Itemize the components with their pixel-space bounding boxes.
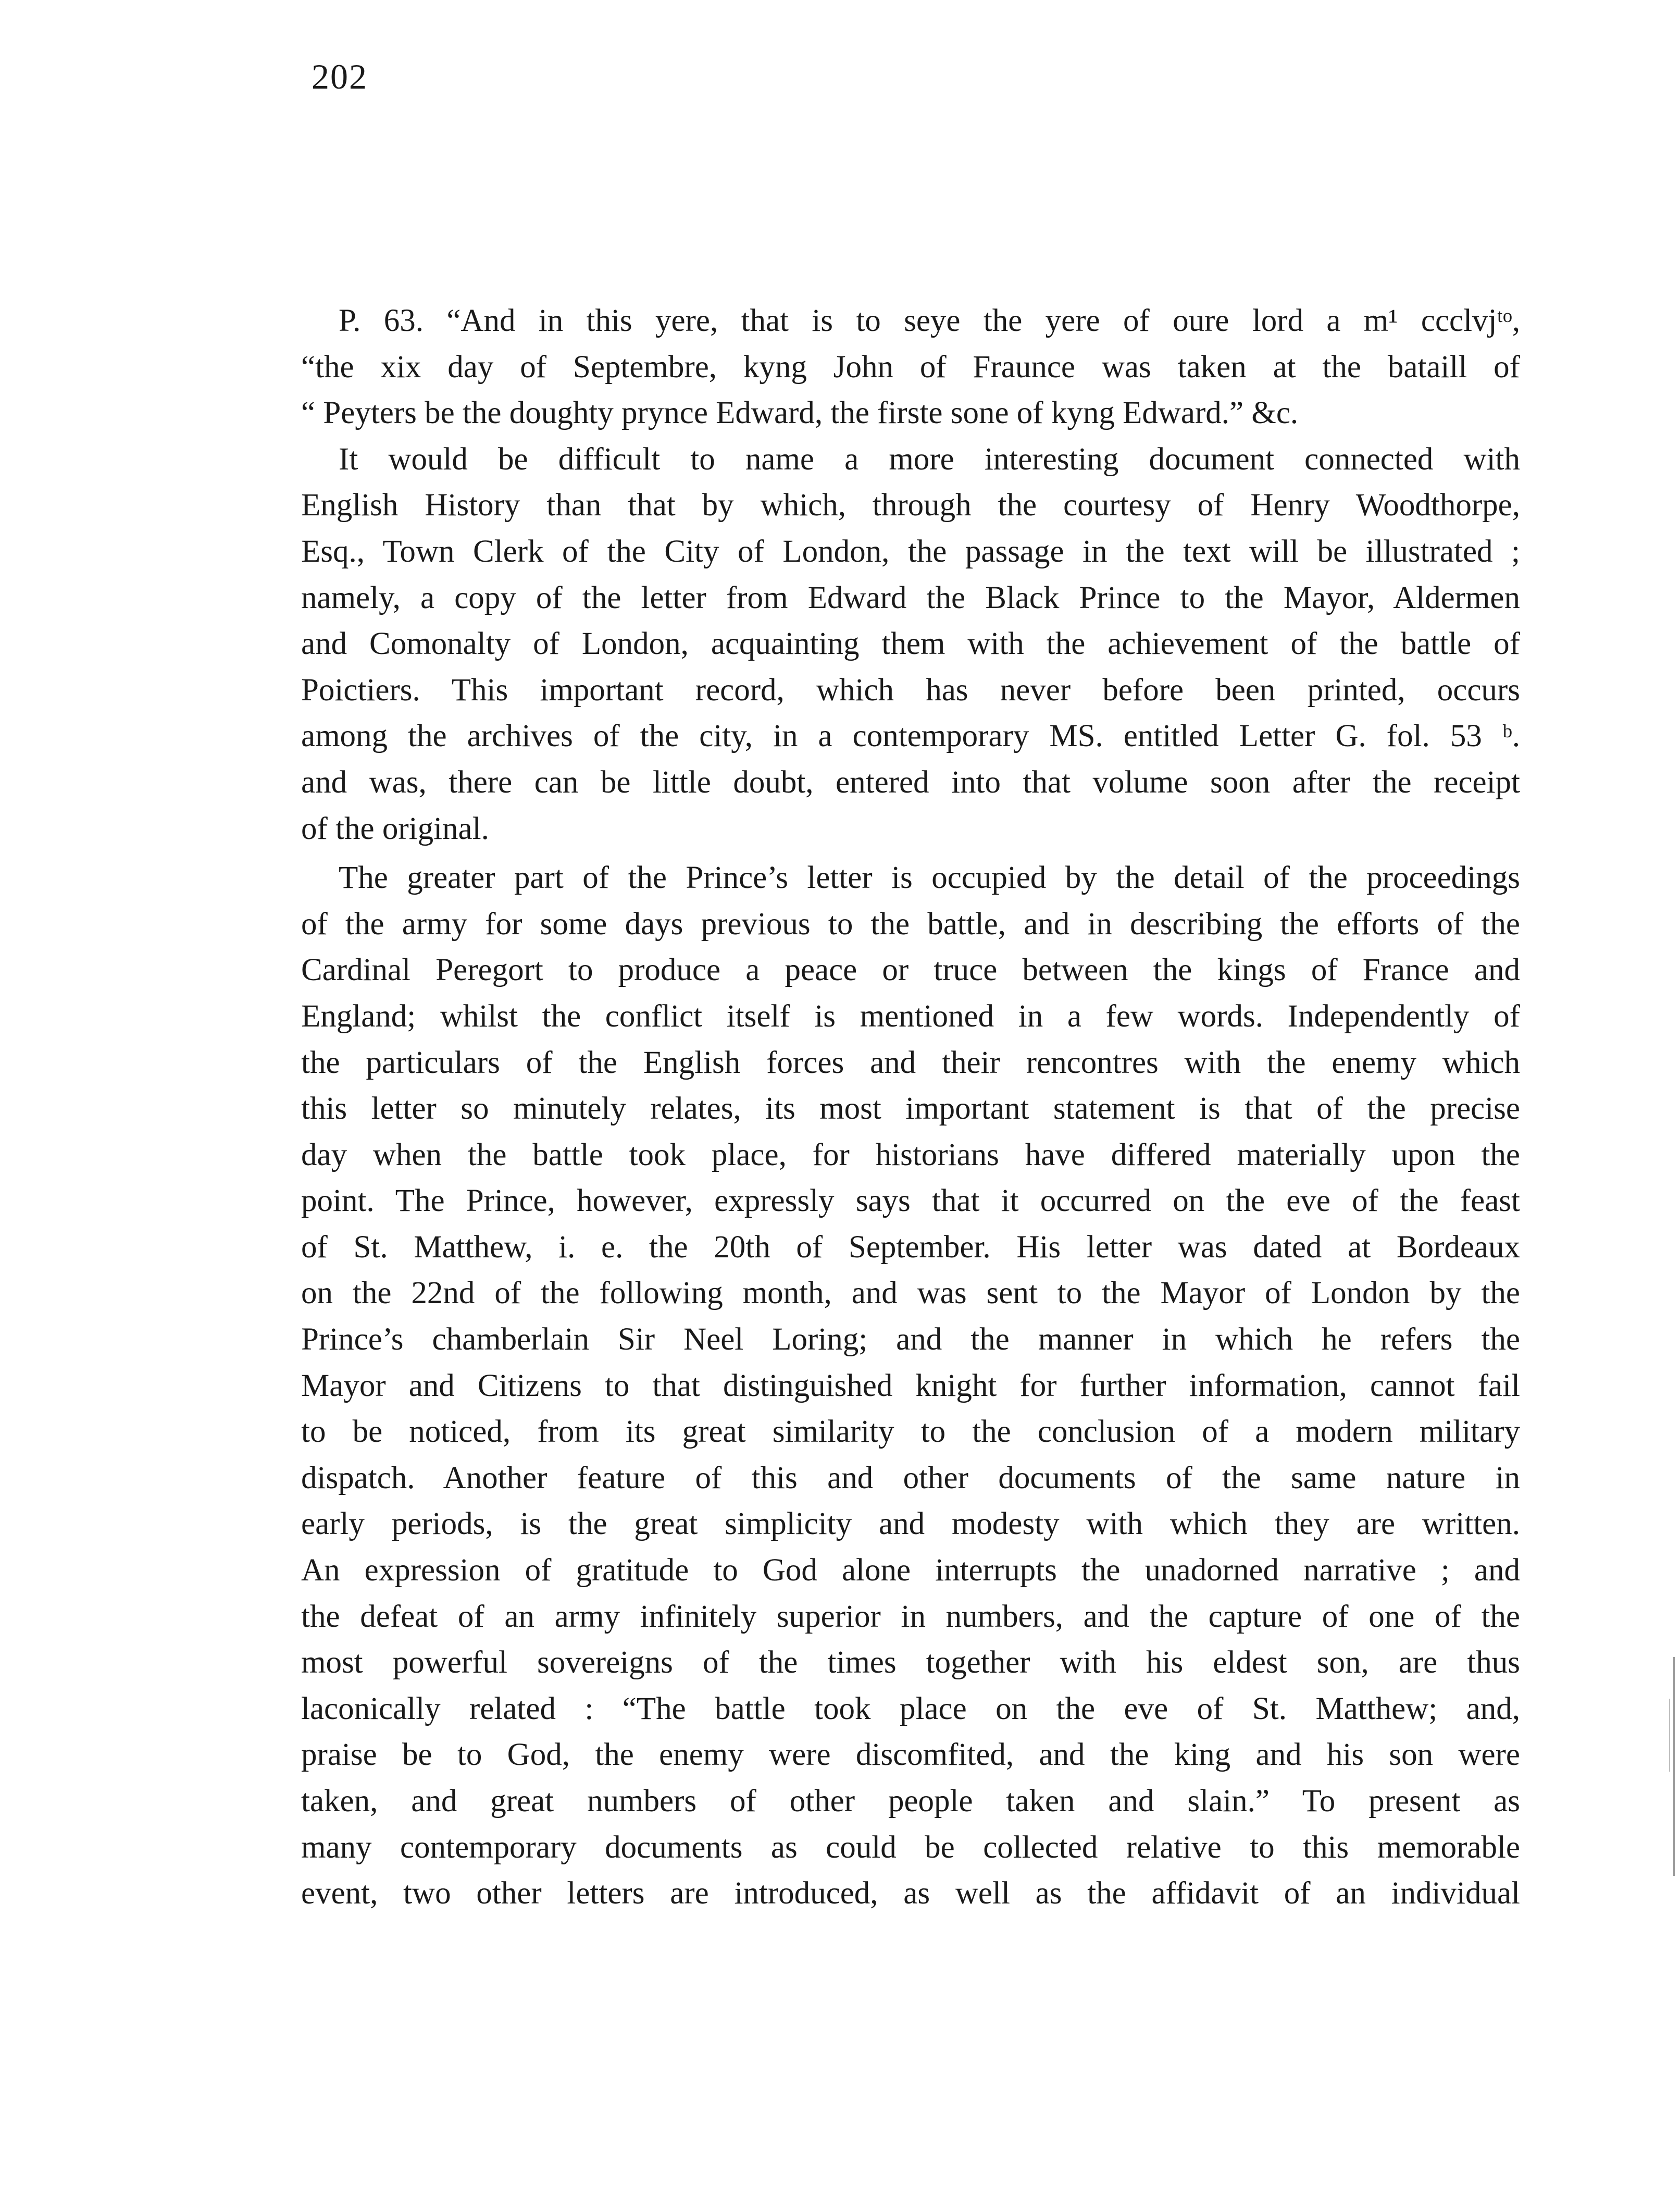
text-line: and was, there can be little doubt, entered into that volume soon after the receipt bbox=[301, 764, 1520, 800]
text-line: praise be to God, the enemy were discomfited, and the king and his son were bbox=[301, 1737, 1520, 1773]
paragraph-1 bbox=[301, 298, 1520, 437]
text-line: It would be difficult to name a more interesting document connected with bbox=[339, 441, 1520, 477]
text-line: of the army for some days previous to the battle, and in describing the efforts of the bbox=[301, 906, 1520, 942]
text-line: Esq., Town Clerk of the City of London, the passage in the text will be illustrated ; bbox=[301, 534, 1520, 569]
page-edge-mark bbox=[1669, 1699, 1670, 1772]
body-text bbox=[301, 298, 1520, 1917]
text-line: the particulars of the English forces and their rencontres with the enemy which bbox=[301, 1045, 1520, 1080]
text-line: The greater part of the Prince’s letter is occupied by the detail of the proceedings bbox=[339, 860, 1520, 896]
text-line: this letter so minutely relates, its most important statement is that of the precise bbox=[301, 1091, 1520, 1127]
text-line: many contemporary documents as could be collected relative to this memorable bbox=[301, 1829, 1520, 1865]
page-edge-mark bbox=[1673, 1657, 1675, 1876]
text-line: Mayor and Citizens to that distinguished knight for further information, cannot fail bbox=[301, 1368, 1520, 1403]
text-line: “the xix day of Septembre, kyng John of Fraunce was taken at the bataill of bbox=[301, 349, 1520, 385]
text-line: Poictiers. This important record, which has never before been printed, occurs bbox=[301, 672, 1520, 708]
text-line: taken, and great numbers of other people taken and slain.” To present as bbox=[301, 1784, 1520, 1819]
text-line: England; whilst the conflict itself is mentioned in a few words. Independently of bbox=[301, 998, 1520, 1034]
text-line: event, two other letters are introduced, as well as the affidavit of an individual bbox=[301, 1876, 1520, 1911]
text-line: early periods, is the great simplicity and modesty with which they are written. bbox=[301, 1506, 1520, 1542]
text-line: most powerful sovereigns of the times together with his eldest son, are thus bbox=[301, 1645, 1520, 1680]
text-line: P. 63. “And in this yere, that is to seye the yere of oure lord a m¹ ccclvjᵗᵒ, bbox=[339, 303, 1520, 338]
page-number: 202 bbox=[312, 57, 368, 96]
paragraph-2 bbox=[301, 437, 1520, 852]
text-line: and Comonalty of London, acquainting them with the achievement of the battle of bbox=[301, 626, 1520, 662]
paragraph-3 bbox=[301, 855, 1520, 1917]
text-line: point. The Prince, however, expressly says that it occurred on the eve of the feast bbox=[301, 1183, 1520, 1219]
text-line: day when the battle took place, for historians have differed materially upon the bbox=[301, 1137, 1520, 1172]
text-line: to be noticed, from its great similarity to the conclusion of a modern military bbox=[301, 1414, 1520, 1450]
text-line: among the archives of the city, in a contemporary MS. entitled Letter G. fol. 53 ᵇ. bbox=[301, 719, 1520, 754]
text-line: laconically related : “The battle took place on the eve of St. Matthew; and, bbox=[301, 1691, 1520, 1726]
text-line: dispatch. Another feature of this and other documents of the same nature in bbox=[301, 1460, 1520, 1495]
text-line: the defeat of an army infinitely superior in numbers, and the capture of one of the bbox=[301, 1599, 1520, 1634]
text-line: namely, a copy of the letter from Edward the Black Prince to the Mayor, Aldermen bbox=[301, 580, 1520, 615]
text-line: English History than that by which, through the courtesy of Henry Woodthorpe, bbox=[301, 488, 1520, 523]
text-line: of St. Matthew, i. e. the 20th of September. His letter was dated at Bordeaux bbox=[301, 1229, 1520, 1265]
text-line: of the original. bbox=[301, 811, 489, 846]
text-line: An expression of gratitude to God alone interrupts the unadorned narrative ; and bbox=[301, 1553, 1520, 1588]
text-line: Cardinal Peregort to produce a peace or truce between the kings of France and bbox=[301, 953, 1520, 988]
text-line: “ Peyters be the doughty prynce Edward, the firste sone of kyng Edward.” &c. bbox=[301, 395, 1299, 431]
text-line: Prince’s chamberlain Sir Neel Loring; and the manner in which he refers the bbox=[301, 1322, 1520, 1357]
text-line: on the 22nd of the following month, and was sent to the Mayor of London by the bbox=[301, 1276, 1520, 1311]
